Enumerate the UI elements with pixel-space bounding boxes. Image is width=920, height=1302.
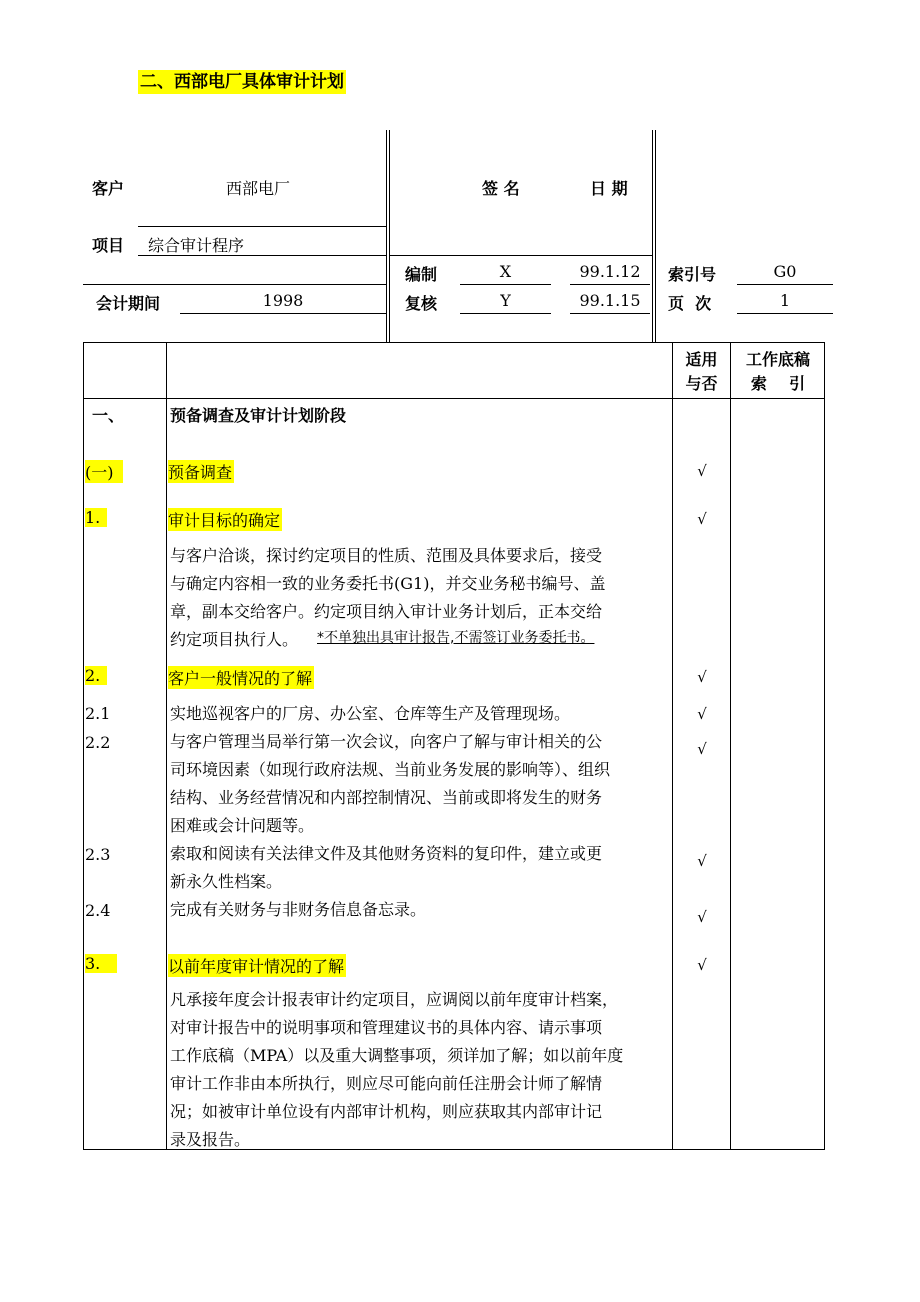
reviewed-sign-underline (460, 313, 551, 314)
header-divider-left-b (389, 130, 390, 342)
applicable-header-line2: 与否 (685, 374, 718, 393)
item-2-3-body: 索取和阅读有关法律文件及其他财务资料的复印件，建立或更 新永久性档案。 (170, 844, 603, 891)
item-3-number: 3. (85, 954, 117, 973)
project-label: 项目 (92, 236, 125, 255)
client-label: 客户 (92, 179, 125, 198)
check-subsection-a: √ (697, 462, 707, 480)
item-2-3-number: 2.3 (85, 845, 111, 864)
item-1-note: *不单独出具审计报告,不需签订业务委托书。 (317, 630, 595, 646)
client-underline (138, 226, 386, 227)
item-2-title: 客户一般情况的了解 (168, 666, 314, 689)
header-divider-right-a (652, 130, 653, 342)
subsection-a-title: 预备调查 (168, 460, 234, 483)
check-item-1: √ (697, 510, 707, 528)
workpaper-index-header (731, 348, 825, 396)
table-header-divider (83, 398, 825, 399)
page-title: 二、西部电厂具体审计计划 (140, 72, 344, 92)
page-label: 页 次 (668, 294, 712, 313)
period-label: 会计期间 (96, 294, 161, 313)
sign-header: 签 名 (482, 179, 520, 198)
workpaper-index-header-line1: 工作底稿 (745, 350, 810, 369)
item-3-title: 以前年度审计情况的了解 (168, 954, 346, 977)
page-underline (737, 313, 833, 314)
check-item-2-4: √ (697, 908, 707, 926)
check-item-2-3: √ (697, 852, 707, 870)
item-1-title: 审计目标的确定 (168, 508, 282, 531)
item-3-body: 凡承接年度会计报表审计约定项目，应调阅以前年度审计档案， 对审计报告中的说明事项和管理建议书的具体内容、请示事项 工作底稿（MPA）以及重大调整事项，须详加了解；如以前年度 审计工作非由本所执行，则应尽可能向前任注册会计师了解情 况；如被审计单位设有内部审计机构，则应获取其内部审计记 录及报告。 (170, 990, 624, 1149)
item-2-2-body: 与客户管理当局举行第一次会议，向客户了解与审计相关的公 司环境因素（如现行政府法规、当前业务发展的影响等）、组织 结构、业务经营情况和内部控制情况、当前或即将发生的财务 困难或会计问题等。 (170, 732, 611, 835)
prepared-date: 99.1.12 (579, 262, 641, 281)
item-2-number: 2. (85, 666, 107, 685)
item-2-4-number: 2.4 (85, 901, 111, 920)
prepared-label: 编制 (405, 265, 438, 284)
prepared-date-underline (570, 284, 650, 285)
item-1-body: 与客户洽谈，探讨约定项目的性质、范围及具体要求后，接受 与确定内容相一致的业务委托书(G1)，并交业务秘书编号、盖 章，副本交给客户。约定项目纳入审计业务计划后，正本交给 约定项目执行人。 (170, 546, 606, 649)
workpaper-index-header-line2: 索 引 (750, 374, 806, 393)
period-top-line (83, 284, 386, 285)
prepared-sign-underline (460, 284, 551, 285)
prepared-sign: X (499, 262, 512, 281)
reviewed-label: 复核 (405, 294, 438, 313)
item-1-number: 1. (85, 508, 107, 527)
check-item-3: √ (697, 956, 707, 974)
section-1-number: 一、 (92, 406, 125, 425)
reviewed-date-underline (570, 313, 650, 314)
item-2-1-number: 2.1 (85, 704, 111, 723)
applicable-header (673, 348, 730, 396)
section-1-title: 预备调查及审计计划阶段 (170, 406, 347, 425)
table-col-divider-1 (166, 342, 167, 1150)
check-item-2-1: √ (697, 705, 707, 723)
project-underline (138, 255, 386, 256)
index-underline (737, 284, 833, 285)
check-item-2-2: √ (697, 740, 707, 758)
period-value: 1998 (262, 291, 304, 310)
check-item-2: √ (697, 668, 707, 686)
client-value: 西部电厂 (226, 179, 291, 198)
reviewed-date: 99.1.15 (579, 291, 641, 310)
applicable-header-line1: 适用 (685, 350, 718, 369)
reviewed-sign: Y (500, 291, 511, 310)
item-2-1-body: 实地巡视客户的厂房、办公室、仓库等生产及管理现场。 (170, 704, 571, 723)
period-underline (180, 313, 386, 314)
index-label: 索引号 (668, 265, 717, 284)
sign-divider (389, 255, 652, 256)
header-divider-left-a (386, 130, 387, 342)
date-header: 日 期 (590, 179, 628, 198)
page-value: 1 (779, 291, 791, 310)
index-value: G0 (773, 262, 797, 281)
item-2-4-body: 完成有关财务与非财务信息备忘录。 (170, 900, 427, 919)
header-divider-right-b (655, 130, 656, 342)
subsection-a-number: (一) (85, 460, 123, 483)
project-value: 综合审计程序 (148, 236, 245, 255)
item-2-2-number: 2.2 (85, 733, 111, 752)
